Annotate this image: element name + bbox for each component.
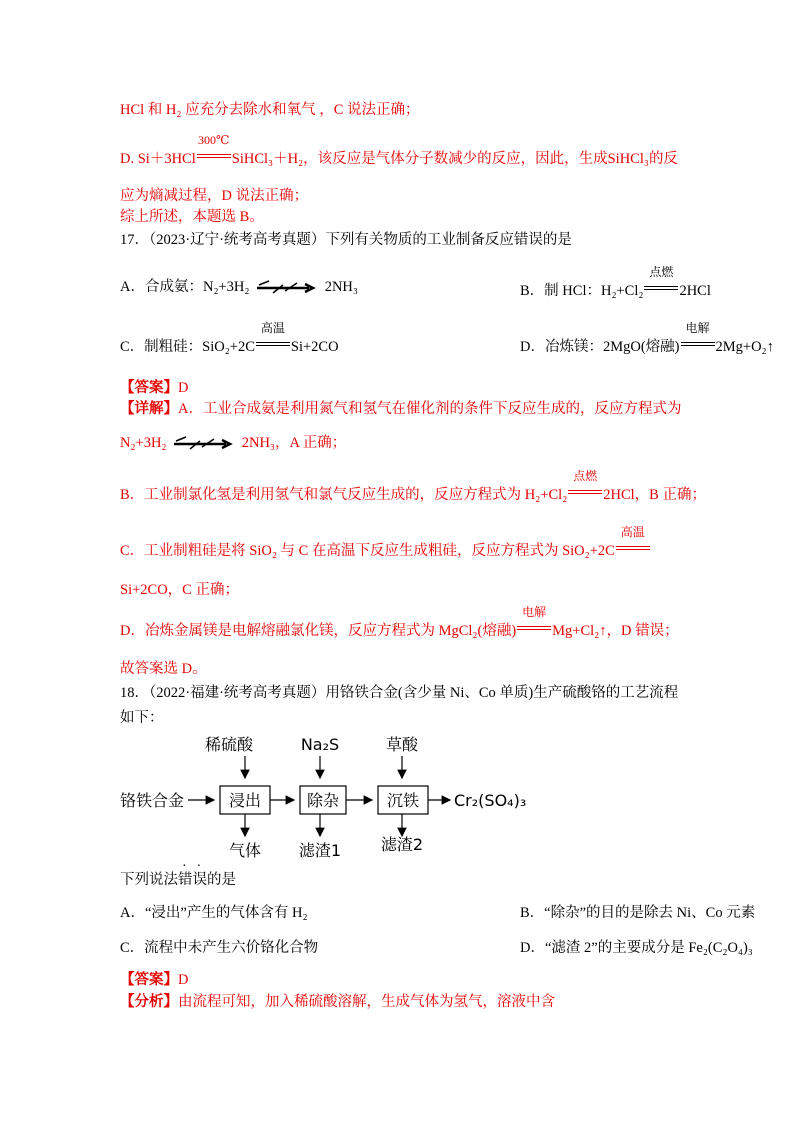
eq-right: SiHCl₃＋H₂，该反应是气体分子数减少的反应，因此，生成 [231,151,608,167]
q17-a-product: 2NH₃ [324,279,358,295]
condition-arrow: 电解 [681,333,715,351]
q18-question: 下列说法错误的是 [120,872,236,888]
step-purify: 除杂 [306,791,340,810]
q18-options-row1 [120,903,756,923]
condition-arrow: 点燃 [568,481,602,499]
step-leach: 浸出 [228,791,262,810]
output-gas: 气体 [228,841,262,860]
q18-answer: 【答案】D [120,972,189,988]
step-iron: 沉铁 [386,791,420,810]
reagent-3: 草酸 [385,735,419,754]
eq-left: D. Si＋3HCl [120,151,196,167]
q17-detail-a2: N₂+3H₂ 2NH₃，A 正确； [120,435,347,451]
prev-line-3: 应为熵减过程，D 说法正确； [120,188,309,204]
equilibrium-arrow-icon [172,435,236,453]
q17-answer: 【答案】D [120,380,189,396]
condition-arrow: 点燃 [644,277,678,295]
condition-arrow: 高温 [616,537,650,555]
q18-option-b: B．“除杂”的目的是除去 Ni、Co 元素 [520,905,756,921]
condition-arrow: 300℃ [197,145,231,163]
output-residue-2: 滤渣2 [380,835,424,854]
equilibrium-arrow-icon [255,279,319,297]
q18-option-d: D．“滤渣 2”的主要成分是 Fe₂(C₂O₄)₃ [520,940,753,956]
q17-detail-d: D．冶炼金属镁是电解熔融氯化镁，反应方程式为 MgCl₂(熔融) 电解 Mg+Cl₂↑，D 错误； [120,605,679,639]
q17-c-product: Si+2CO [290,339,339,355]
q17-option-c: C．制粗硅：SiO₂+2C [120,339,255,355]
output-residue-1: 滤渣1 [298,841,342,860]
condition-arrow: 电解 [517,617,551,635]
process-flow-diagram [120,732,580,862]
q17-options-row2 [120,321,774,357]
prev-line-2 [120,133,678,169]
tail: 的反 [648,151,678,167]
q17-detail-b: B．工业制氯化氢是利用氢气和氯气反应生成的，反应方程式为 H₂+Cl₂ 点燃 2HCl，B 正确； [120,469,706,503]
reagent-1: 稀硫酸 [204,735,254,754]
condition-arrow: 高温 [256,333,290,351]
q17-detail-c1: C．工业制粗硅是将 SiO₂ 与 C 在高温下反应生成粗硅，反应方程式为 SiO₂+2C 高温 [120,537,651,561]
q17-detail-c2: Si+2CO，C 正确； [120,582,239,598]
q17-stem: 17．（2023·辽宁·统考高考真题）下列有关物质的工业制备反应错误的是 [120,232,572,248]
prev-line-4: 综上所述，本题选 B。 [120,209,264,225]
q18-stem-2: 如下： [120,710,164,726]
sihcl3: SiHCl₃ [607,151,649,167]
q18-analysis: 【分析】由流程可知，加入稀硫酸溶解，生成气体为氢气，溶液中含 [120,994,555,1010]
final-product: Cr₂(SO₄)₃ [454,791,527,810]
q17-detail-a1: 【详解】A．工业合成氨是利用氮气和氢气在催化剂的条件下反应生成的，反应方程式为 [120,401,682,417]
raw-material: 铬铁合金 [120,791,185,810]
q17-option-b: B．制 HCl：H₂+Cl₂ 点燃 2HCl [520,265,711,299]
q17-option-a: A．合成氨：N₂+3H₂ [120,279,250,295]
q18-stem-1: 18．（2022·福建·统考高考真题）用铬铁合金(含少量 Ni、Co 单质)生产硫酸铬的工艺流程 [120,685,679,701]
q17-option-d: D．冶炼镁：2MgO(熔融) 电解 2Mg+O₂↑ [520,321,774,355]
prev-line-1: HCl 和 H₂ 应充分去除水和氧气 ，C 说法正确； [120,102,420,118]
q17-conclusion: 故答案选 D。 [120,661,207,677]
q18-option-a: A．“浸出”产生的气体含有 H₂ [120,905,308,921]
reagent-2: Na₂S [300,735,340,754]
q18-options-row2 [120,938,753,958]
q17-options-row1 [120,265,711,299]
q18-option-c: C．流程中未产生六价铬化合物 [120,940,319,956]
